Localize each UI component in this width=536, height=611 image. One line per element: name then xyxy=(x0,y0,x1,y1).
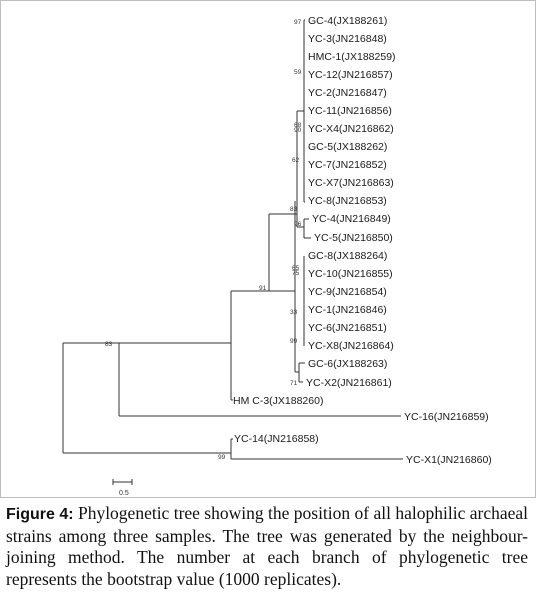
phylogenetic-tree xyxy=(1,1,535,497)
gc6-yc-x2-edge xyxy=(299,363,305,382)
bootstrap-value: 91 xyxy=(259,285,267,292)
leaf-label: YC-12(JN216857) xyxy=(308,69,393,81)
leaf-label: YC-3(JN216848) xyxy=(308,33,387,45)
bootstrap-value: 97 xyxy=(294,19,302,26)
bootstrap-value: 83 xyxy=(105,341,113,348)
leaf-label: YC-X1(JN216860) xyxy=(406,454,492,466)
leaf-label: YC-16(JN216859) xyxy=(404,411,489,423)
leaf-label: YC-X8(JN216864) xyxy=(308,340,394,352)
leaf-label: GC-8(JX188264) xyxy=(308,250,388,262)
leaf-label: HM C-3(JX188260) xyxy=(233,395,324,407)
leaf-label: YC-5(JN216850) xyxy=(314,232,393,244)
bootstrap-value: 96 xyxy=(294,221,302,228)
yc4-yc5-edge xyxy=(304,219,311,238)
leaf-label: YC-X4(JN216862) xyxy=(308,123,394,135)
leaf-label: YC-6(JN216851) xyxy=(308,322,387,334)
leaf-label: GC-5(JX188262) xyxy=(308,141,388,153)
top-clade-spine xyxy=(304,20,305,202)
leaf-label: YC-4(JN216849) xyxy=(312,213,391,225)
bootstrap-value: 71 xyxy=(290,380,298,387)
node-91-edge xyxy=(231,214,297,291)
leaf-label: YC-2(JN216847) xyxy=(308,87,387,99)
leaf-label: HMC-1(JX188259) xyxy=(308,51,396,63)
figure-label: Figure 4: xyxy=(6,506,74,523)
leaf-label: GC-4(JX188261) xyxy=(308,15,388,27)
leaf-label: YC-8(JN216853) xyxy=(308,195,387,207)
bootstrap-value: 59 xyxy=(294,69,302,76)
bootstrap-value: 83 xyxy=(290,206,298,213)
leaf-label: YC-7(JN216852) xyxy=(308,159,387,171)
bootstrap-value: 62 xyxy=(292,157,300,164)
leaf-label: YC-10(JN216855) xyxy=(308,268,393,280)
leaf-label: YC-14(JN216858) xyxy=(234,433,319,445)
caption-text: Phylogenetic tree showing the position of all halophilic archaeal strains among three samples. The tree was generated by the neighbour-joining method. The number at each branch of phylogenetic tree represents the bootstrap value (1000 replicates). xyxy=(6,503,529,589)
leaf-label: YC-1(JN216846) xyxy=(308,304,387,316)
bootstrap-value: 65 xyxy=(292,265,300,272)
figure-caption xyxy=(6,503,528,590)
bootstrap-value: 33 xyxy=(290,309,298,316)
bootstrap-value: 99 xyxy=(218,454,226,461)
leaf-labels xyxy=(233,15,492,466)
root-edge xyxy=(63,343,231,453)
leaf-label: YC-11(JN216856) xyxy=(308,105,392,117)
bootstrap-value: 90 xyxy=(294,127,302,134)
hmc3-edge xyxy=(231,291,233,400)
scale-bar-label: 0.5 xyxy=(119,490,129,497)
leaf-label: YC-X7(JN216863) xyxy=(308,177,394,189)
bootstrap-value: 68 xyxy=(294,122,302,129)
scale-bar xyxy=(113,479,132,497)
leaf-label: YC-X2(JN216861) xyxy=(306,377,392,389)
bootstrap-value: 99 xyxy=(290,338,298,345)
bootstrap-value: 75 xyxy=(292,270,300,277)
leaf-label: YC-9(JN216854) xyxy=(308,286,387,298)
leaf-label: GC-6(JX188263) xyxy=(308,358,388,370)
scale-bar-line xyxy=(113,479,132,485)
